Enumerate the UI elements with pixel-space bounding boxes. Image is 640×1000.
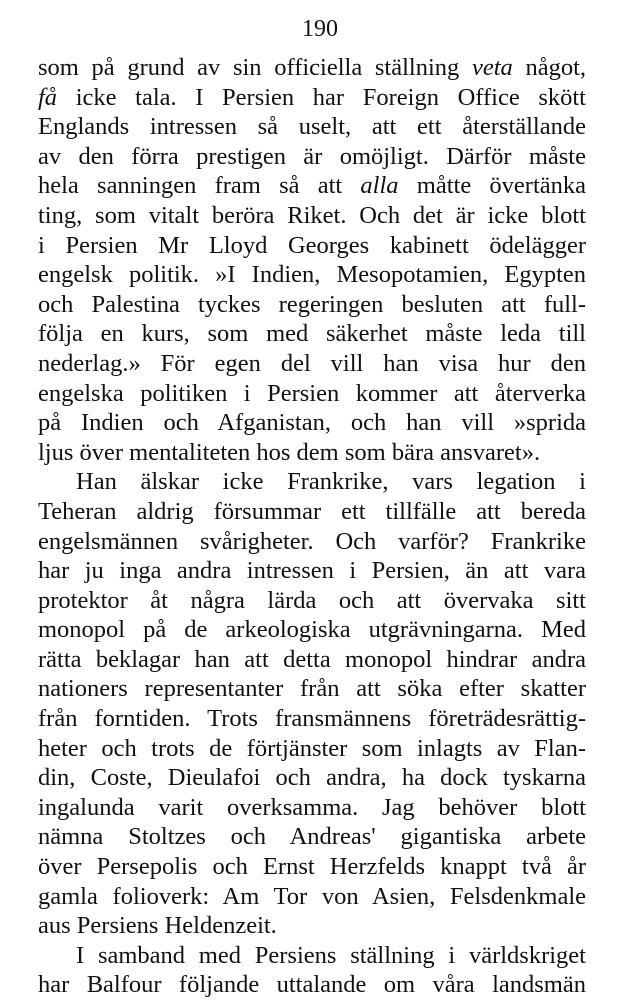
text-line bbox=[38, 852, 586, 882]
text-line bbox=[38, 970, 586, 1000]
text-run: ljus över mentaliteten hos dem som bära ansvaret». bbox=[38, 438, 541, 466]
text-run: icke tala. I Persien har Foreign Office skött bbox=[57, 83, 586, 111]
text-line bbox=[38, 615, 586, 645]
text-line bbox=[38, 290, 586, 320]
text-line bbox=[38, 83, 586, 113]
text-run: nationers representanter från att söka efter skatter bbox=[38, 675, 586, 703]
text-line bbox=[38, 734, 586, 764]
text-run: som på grund av sin officiella ställning bbox=[38, 54, 472, 81]
text-run: ingalunda varit overksamma. Jag behöver blott bbox=[38, 793, 586, 821]
text-run: nämna Stoltzes och Andreas' gigantiska arbete bbox=[38, 823, 586, 851]
text-line bbox=[38, 231, 586, 261]
text-line bbox=[38, 53, 586, 83]
text-run: Englands intressen så uselt, att ett återställande bbox=[38, 113, 586, 141]
text-line bbox=[38, 142, 586, 172]
text-line bbox=[38, 467, 586, 497]
text-run: ting, som vitalt beröra Riket. Och det är icke blott bbox=[38, 201, 586, 229]
text-run: rätta beklagar han att detta monopol hindrar andra bbox=[38, 645, 586, 673]
body-text bbox=[38, 53, 586, 1000]
text-run: I samband med Persiens ställning i världskriget bbox=[76, 941, 586, 969]
text-line bbox=[38, 349, 586, 379]
text-line bbox=[38, 882, 586, 912]
text-run: Teheran aldrig försummar ett tillfälle att bereda bbox=[38, 497, 586, 525]
text-run: aus Persiens Heldenzeit. bbox=[38, 912, 277, 940]
text-run: heter och trots de förtjänster som inlagts av Flan- bbox=[38, 734, 586, 762]
text-run: nederlag.» För egen del vill han visa hur den bbox=[38, 349, 586, 377]
text-run: på Indien och Afganistan, och han vill »sprida bbox=[38, 409, 586, 437]
text-run: engelska politiken i Persien kommer att återverka bbox=[38, 379, 586, 407]
text-line bbox=[38, 763, 586, 793]
text-line bbox=[38, 408, 586, 438]
text-run: något, bbox=[512, 54, 586, 81]
text-line bbox=[38, 112, 586, 142]
text-line bbox=[38, 704, 586, 734]
text-line bbox=[38, 586, 586, 616]
text-run: av den förra prestigen är omöjligt. Därför måste bbox=[38, 142, 586, 170]
page-number: 190 bbox=[302, 16, 338, 42]
text-run: protektor åt några lärda och att övervaka sitt bbox=[38, 586, 586, 614]
text-run: Han älskar icke Frankrike, vars legation i bbox=[76, 468, 586, 496]
italic-text-run: få bbox=[38, 83, 58, 111]
text-run: engelsk politik. »I Indien, Mesopotamien, Egypten bbox=[38, 261, 586, 289]
text-line bbox=[38, 527, 586, 557]
text-line bbox=[38, 911, 586, 941]
text-line bbox=[38, 556, 586, 586]
text-line bbox=[38, 379, 586, 409]
text-run: hela sanningen fram så att bbox=[38, 172, 361, 200]
text-run: över Persepolis och Ernst Herzfelds knappt två år bbox=[38, 853, 586, 881]
text-run: i Persien Mr Lloyd Georges kabinett ödelägger bbox=[38, 231, 586, 259]
text-run: har Balfour följande uttalande om våra landsmän bbox=[38, 971, 586, 999]
italic-text-run: alla bbox=[360, 172, 399, 200]
text-line bbox=[38, 497, 586, 527]
text-line bbox=[38, 260, 586, 290]
text-run: din, Coste, Dieulafoi och andra, ha dock tyskarna bbox=[38, 764, 586, 792]
text-line bbox=[38, 674, 586, 704]
text-line bbox=[38, 822, 586, 852]
text-run: följa en kurs, som med säkerhet måste leda till bbox=[38, 320, 586, 348]
text-run: har ju inga andra intressen i Persien, än att vara bbox=[38, 557, 586, 585]
italic-text-run: veta bbox=[471, 54, 513, 81]
text-run: från forntiden. Trots fransmännens företrädesrättig- bbox=[38, 705, 586, 733]
text-line bbox=[38, 941, 586, 971]
text-line bbox=[38, 438, 586, 468]
text-line bbox=[38, 201, 586, 231]
text-run: måtte övertänka bbox=[398, 172, 587, 200]
text-line bbox=[38, 319, 586, 349]
text-run: och Palestina tyckes regeringen besluten att full- bbox=[38, 290, 586, 318]
text-run: engelsmännen svårigheter. Och varför? Frankrike bbox=[38, 527, 586, 555]
text-line bbox=[38, 793, 586, 823]
text-run: monopol på de arkeologiska utgrävningarna. Med bbox=[38, 616, 586, 644]
text-run: gamla folioverk: Am Tor von Asien, Felsdenkmale bbox=[38, 882, 586, 910]
text-line bbox=[38, 171, 586, 201]
text-line bbox=[38, 645, 586, 675]
